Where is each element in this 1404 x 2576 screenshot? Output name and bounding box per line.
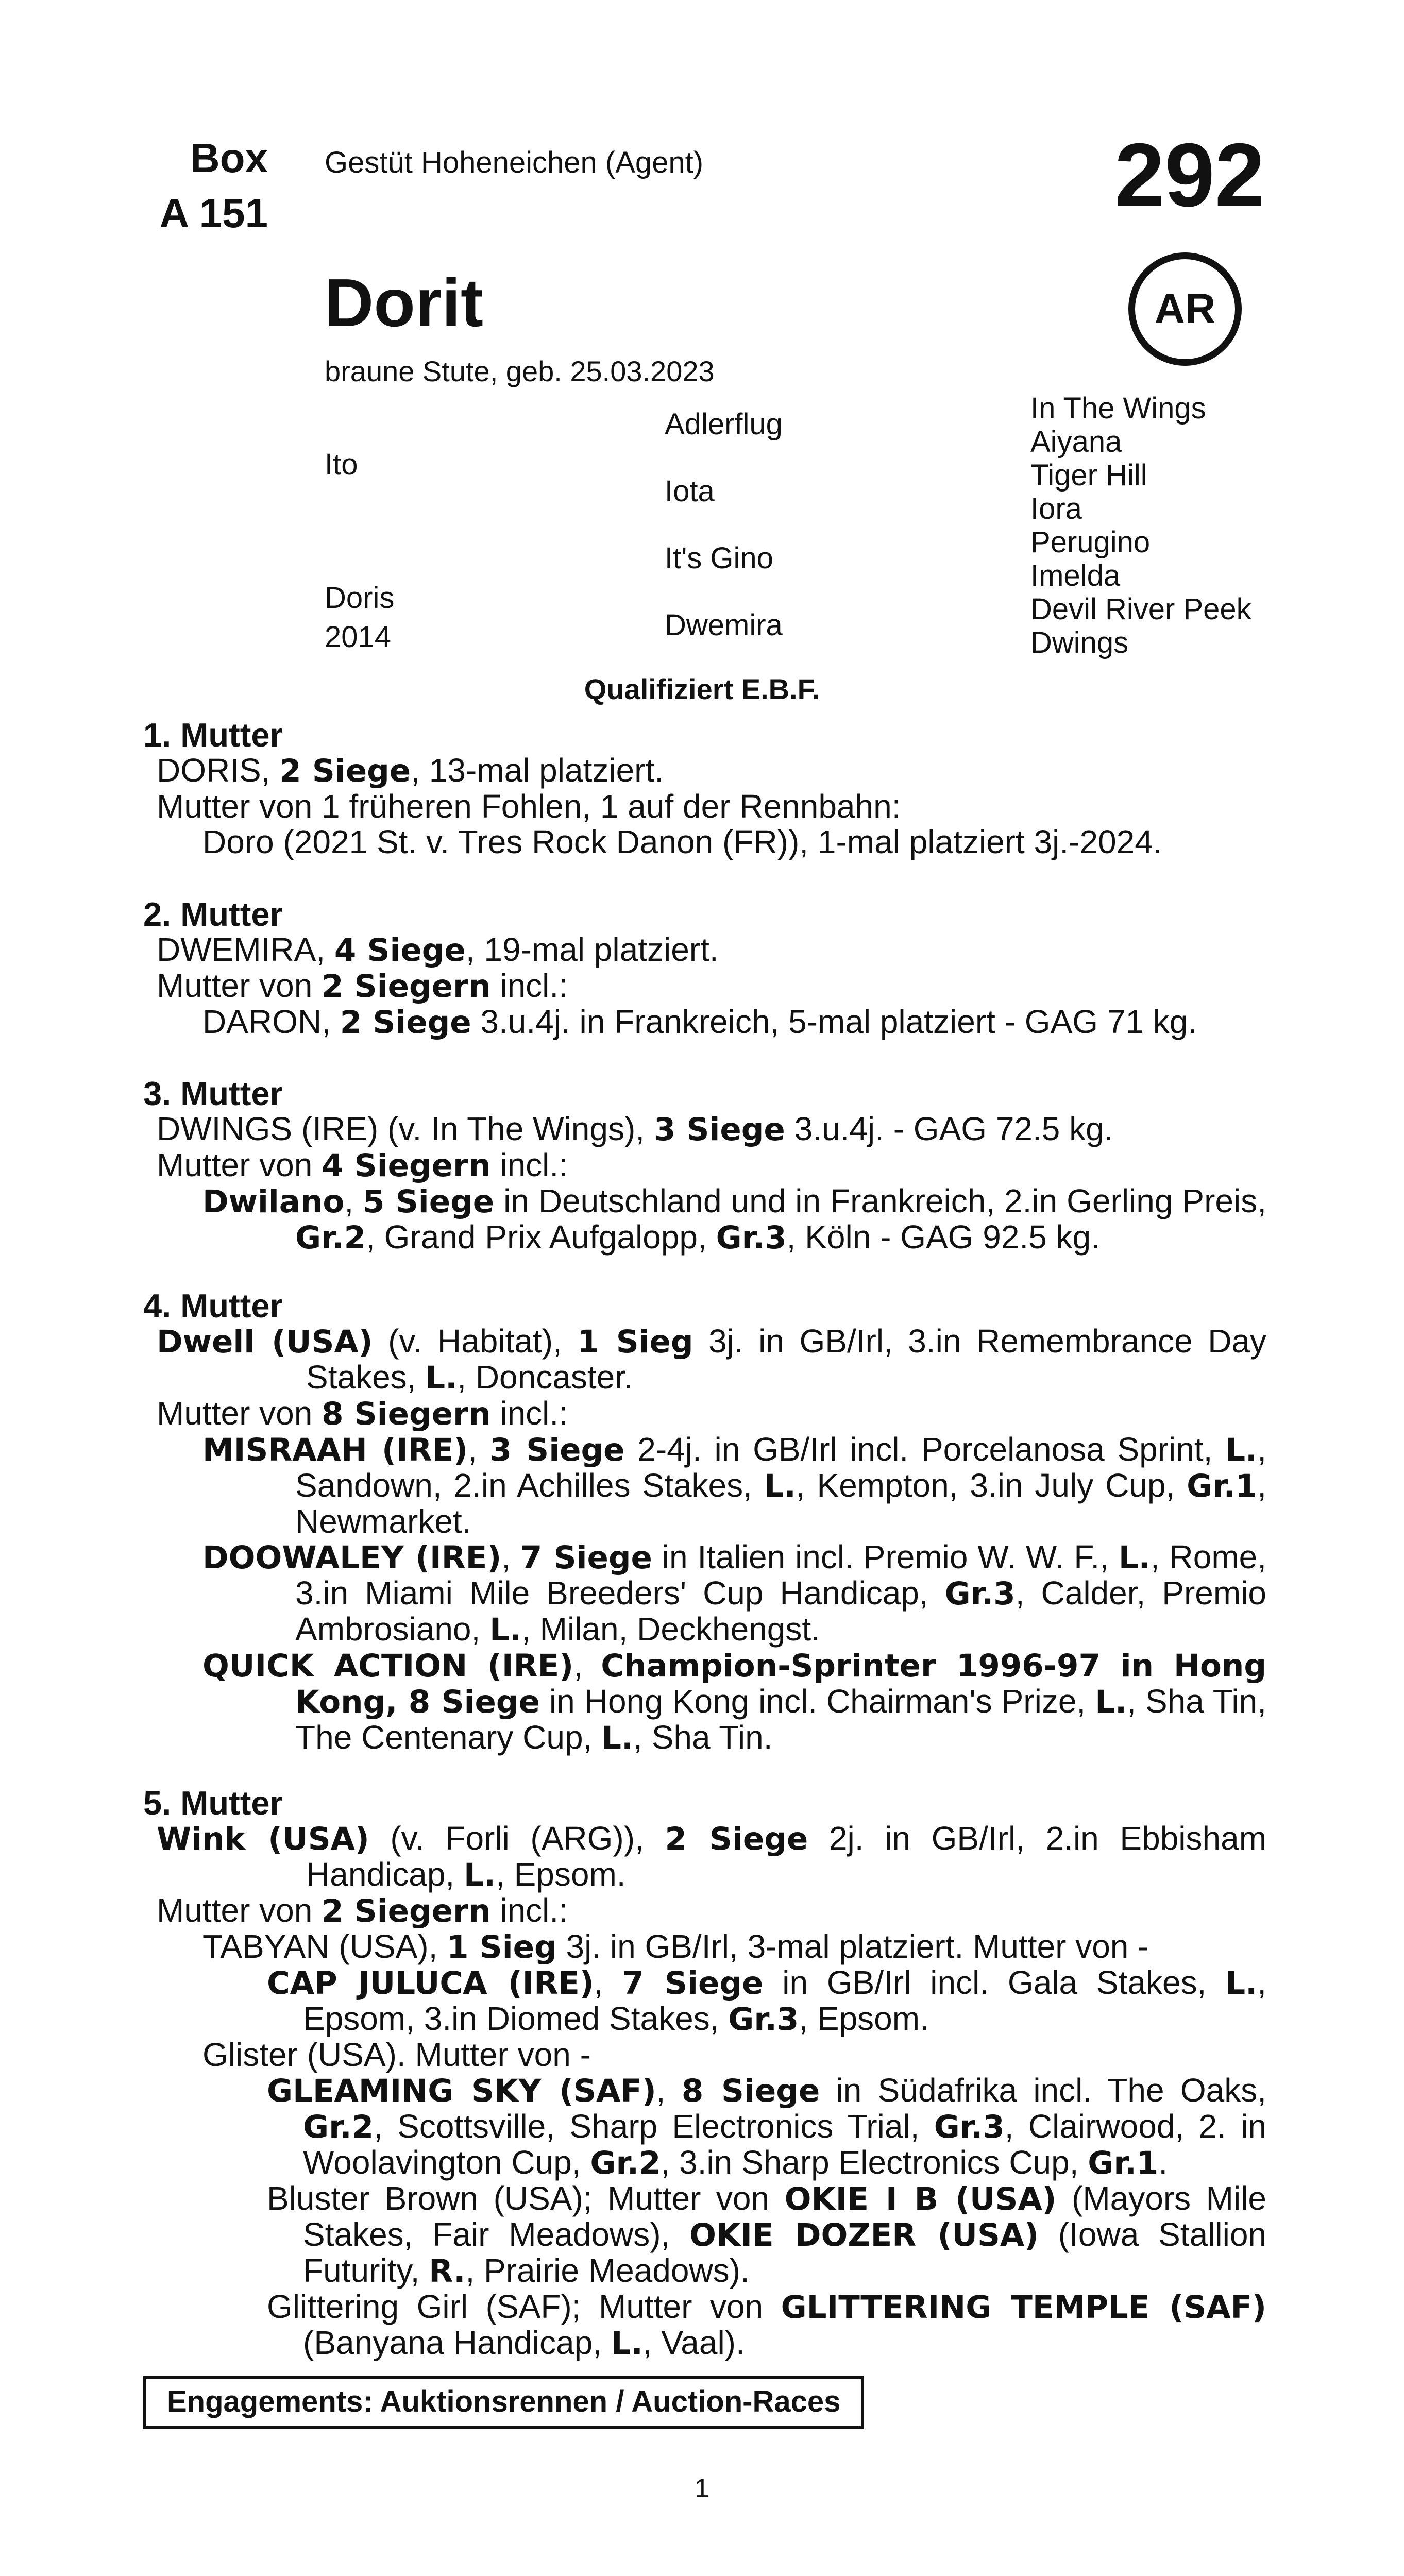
agent-name: Gestüt Hoheneichen (Agent) <box>325 146 704 179</box>
engagements-box: Engagements: Auktionsrennen / Auction-Races <box>143 2376 864 2429</box>
dam-record: Dwell (USA) (v. Habitat), 1 Sieg 3j. in GB/Irl, 3.in Remembrance Day Stakes, L., Doncaster. <box>157 1323 1267 1396</box>
lot-number: 292 <box>1114 125 1265 226</box>
section-title: 4. Mutter <box>143 1287 283 1325</box>
section-title: 5. Mutter <box>143 1784 283 1822</box>
produce-summary: Mutter von 2 Siegern incl.: <box>157 967 568 1005</box>
pedigree-great-grandparent: In The Wings <box>1030 392 1206 425</box>
qualification: Qualifiziert E.B.F. <box>584 673 820 705</box>
produce-summary: Mutter von 1 früheren Fohlen, 1 auf der Rennbahn: <box>157 788 901 825</box>
dam-record: Wink (USA) (v. Forli (ARG)), 2 Siege 2j. in GB/Irl, 2.in Ebbisham Handicap, L., Epsom. <box>157 1820 1266 1893</box>
ar-badge <box>1128 252 1242 366</box>
produce-entry: Doro (2021 St. v. Tres Rock Danon (FR)), 1-mal platziert 3j.-2024. <box>202 823 1162 860</box>
section-dam-1 <box>143 717 1266 860</box>
pedigree-grandparent: Iota <box>665 474 715 508</box>
page-number: 1 <box>695 2473 709 2503</box>
produce-entry: Dwilano, 5 Siege in Deutschland und in Frankreich, 2.in Gerling Preis, Gr.2, Grand Prix Aufgalopp, Gr.3, Köln - GAG 92.5 kg. <box>202 1182 1266 1256</box>
produce-entry: Glister (USA). Mutter von - <box>202 2036 591 2073</box>
produce-entry: GLEAMING SKY (SAF), 8 Siege in Südafrika incl. The Oaks, Gr.2, Scottsville, Sharp Electronics Trial, Gr.3, Clairwood, 2. in Woolavington Cup, Gr.2, 3.in Sharp Electronics Cup, Gr.1. <box>267 2072 1267 2181</box>
dam-record: DWINGS (IRE) (v. In The Wings), 3 Siege 3.u.4j. - GAG 72.5 kg. <box>157 1110 1113 1148</box>
produce-summary: Mutter von 2 Siegern incl.: <box>157 1892 568 1929</box>
pedigree-great-grandparent: Dwings <box>1030 626 1129 659</box>
section-dam-4 <box>143 1288 1266 1756</box>
produce-summary: Mutter von 8 Siegern incl.: <box>157 1395 568 1432</box>
produce-entry: Glittering Girl (SAF); Mutter von GLITTERING TEMPLE (SAF) (Banyana Handicap, L., Vaal). <box>267 2288 1267 2362</box>
pedigree-great-grandparent: Aiyana <box>1030 425 1122 459</box>
horse-name: Dorit <box>325 265 483 341</box>
section-dam-3 <box>143 1076 1266 1256</box>
section-dam-2 <box>143 896 1266 1040</box>
pedigree-great-grandparent: Perugino <box>1030 526 1151 559</box>
pedigree-great-grandparent: Devil River Peek <box>1030 592 1251 626</box>
section-dam-5 <box>143 1785 1266 2361</box>
box-label: Box <box>190 135 268 181</box>
dam-record: DWEMIRA, 4 Siege, 19-mal platziert. <box>157 931 719 969</box>
section-title: 1. Mutter <box>143 716 283 754</box>
pedigree-sire: Ito <box>325 448 358 481</box>
pedigree-great-grandparents <box>1030 392 1251 659</box>
section-title: 2. Mutter <box>143 895 283 933</box>
pedigree-great-grandparent: Imelda <box>1030 559 1121 592</box>
produce-entry: DARON, 2 Siege 3.u.4j. in Frankreich, 5-mal platziert - GAG 71 kg. <box>202 1003 1197 1041</box>
ar-badge-label: AR <box>1154 285 1216 332</box>
produce-entry: MISRAAH (IRE), 3 Siege 2-4j. in GB/Irl incl. Porcelanosa Sprint, L., Sandown, 2.in Achilles Stakes, L., Kempton, 3.in July Cup, Gr.1, Newmarket. <box>202 1431 1267 1540</box>
horse-description: braune Stute, geb. 25.03.2023 <box>325 355 715 387</box>
pedigree-great-grandparent: Iora <box>1030 492 1082 526</box>
pedigree-grandparent: Adlerflug <box>665 408 783 441</box>
section-title: 3. Mutter <box>143 1075 283 1112</box>
box-number: A 151 <box>159 190 268 236</box>
produce-entry: QUICK ACTION (IRE), Champion-Sprinter 1996-97 in Hong Kong, 8 Siege in Hong Kong incl. Chairman's Prize, L., Sha Tin, The Centenary Cup, L., Sha Tin. <box>202 1647 1267 1756</box>
produce-summary: Mutter von 4 Siegern incl.: <box>157 1146 568 1184</box>
produce-entry: CAP JULUCA (IRE), 7 Siege in GB/Irl incl. Gala Stakes, L., Epsom, 3.in Diomed Stakes, Gr.3, Epsom. <box>267 1964 1267 2038</box>
pedigree-dam: Doris <box>325 581 395 615</box>
pedigree-great-grandparent: Tiger Hill <box>1030 459 1147 492</box>
produce-entry: TABYAN (USA), 1 Sieg 3j. in GB/Irl, 3-mal platziert. Mutter von - <box>202 1928 1149 1965</box>
pedigree-grandparent: Dwemira <box>665 608 783 642</box>
pedigree-dam-year: 2014 <box>325 620 392 654</box>
produce-entry: Bluster Brown (USA); Mutter von OKIE I B (USA) (Mayors Mile Stakes, Fair Meadows), OKIE DOZER (USA) (Iowa Stallion Futurity, R., Prairie Meadows). <box>267 2180 1267 2290</box>
produce-entry: DOOWALEY (IRE), 7 Siege in Italien incl. Premio W. W. F., L., Rome, 3.in Miami Mile Breeders' Cup Handicap, Gr.3, Calder, Premio Ambrosiano, L., Milan, Deckhengst. <box>202 1538 1267 1648</box>
dam-record: DORIS, 2 Siege, 13-mal platziert. <box>157 752 664 789</box>
pedigree-grandparent: It's Gino <box>665 541 773 575</box>
